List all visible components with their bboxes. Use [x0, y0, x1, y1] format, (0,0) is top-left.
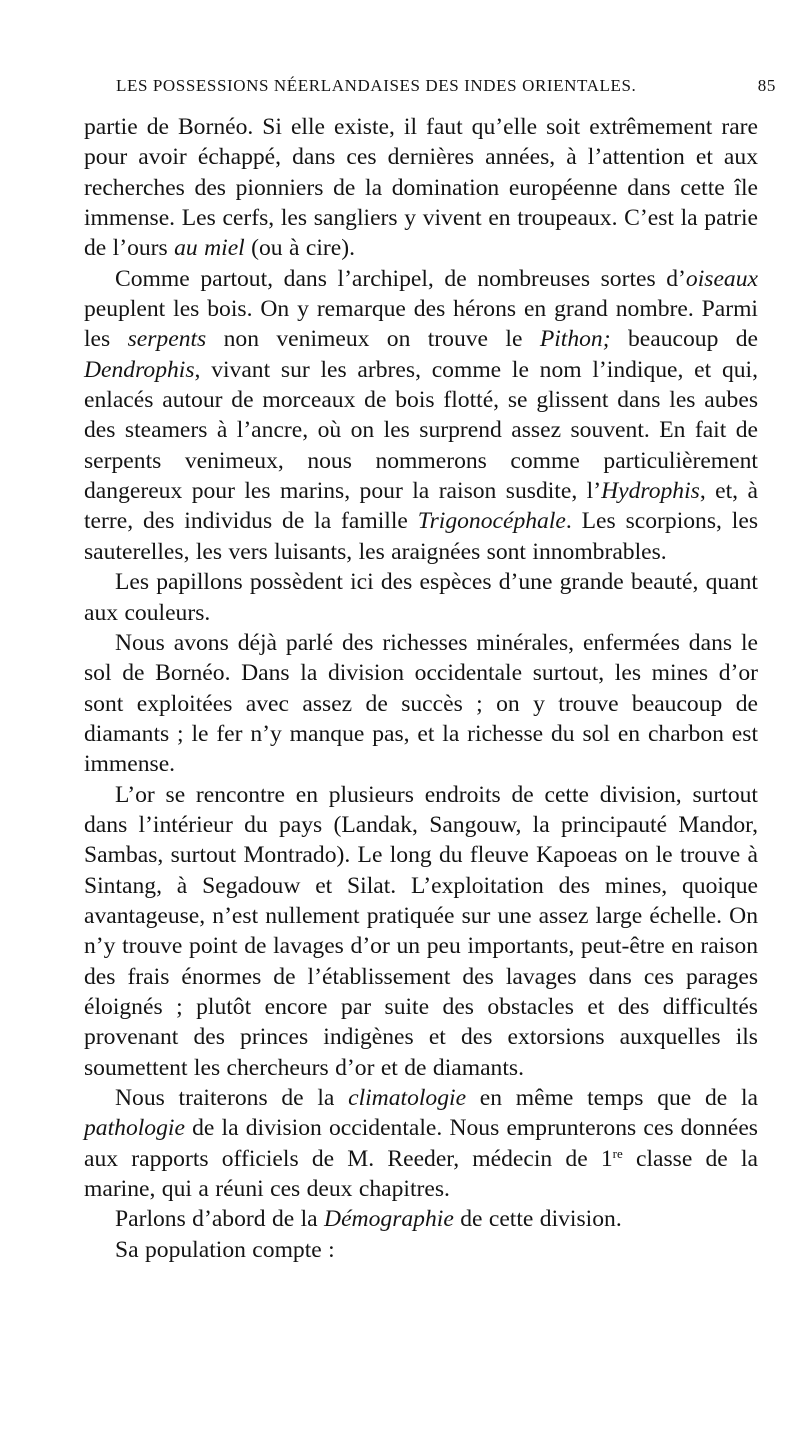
running-title: LES POSSESSIONS NÉERLANDAISES DES INDES ORIENTALES.	[116, 76, 637, 95]
paragraph	[84, 780, 758, 1083]
text-run: classe de la marine, qui a réuni ces deux chapitres.	[84, 1145, 758, 1203]
text-run: Sa population compte :	[115, 1236, 335, 1263]
paragraph	[84, 628, 758, 780]
text-run: Les papillons possèdent ici des espèces d’une grande beauté, quant aux couleurs.	[84, 569, 758, 626]
text-run: en même temps que de la	[466, 1085, 758, 1111]
text-run: . Les scorpions, les sauterelles, les vers luisants, les araignées sont innombrables.	[84, 508, 759, 565]
italic-term: Démographie	[324, 1206, 454, 1233]
paragraph	[84, 112, 758, 264]
text-run: non venimeux on trouve le	[206, 326, 540, 353]
italic-term: Trigonocéphale	[417, 508, 566, 535]
italic-term: climatologie	[348, 1085, 467, 1111]
paragraph	[84, 1083, 758, 1204]
body-text	[84, 112, 758, 1265]
italic-term: oiseaux	[685, 265, 758, 292]
text-run: de la division occidentale. Nous emprunterons ces données aux rapports officiels de M. Reeder, médecin de 1	[84, 1115, 758, 1172]
text-run: L’or se rencontre en plusieurs endroits de cette division, surtout dans l’intérieur du pays (Landak, Sangouw, la principauté Mandor, Sambas, surtout Montrado). Le long du fleuve Kapoeas on le trouve à Sintang, à Segadouw et Silat. L’exploitation des mines, quoique avantageuse, n’est nullement pratiquée sur une assez large échelle. On n’y trouve point de lavages d’or un peu importants, peut-être en raison des frais énormes de l’établissement des lavages dans ces parages éloignés ; plutôt encore par suite des obstacles et des difficultés provenant des princes indigènes et des extorsions auxquelles ils soumettent les chercheurs d’or et de diamants.	[84, 781, 758, 1081]
text-run: de cette division.	[453, 1206, 622, 1233]
page-number: 85	[757, 76, 776, 95]
italic-term: pathologie	[84, 1115, 185, 1142]
text-run: beaucoup de	[610, 326, 759, 353]
text-run: , vivant sur les arbres, comme le nom l’indique, et qui, enlacés autour de morceaux de bois flotté, se glissent dans les aubes des steamers à l’ancre, où on les surprend assez souvent. En fait de serpents venimeux, nous nommerons comme particulièrement dangereux pour les marins, pour la raison susdite, l’	[84, 356, 758, 505]
paragraph	[84, 567, 758, 628]
paragraph	[84, 1235, 758, 1265]
text-run: Comme partout, dans l’archipel, de nombreuses sortes d’	[115, 265, 686, 292]
text-run: , et, à terre, des individus de la famille	[84, 478, 758, 535]
italic-term: au miel	[174, 235, 245, 262]
text-run: Parlons d’abord de la	[115, 1206, 325, 1233]
text-run: peuplent les bois. On y remarque des hérons en grand nombre. Parmi les	[84, 296, 758, 353]
paragraph	[84, 1204, 758, 1234]
text-run: (ou à cire).	[244, 235, 355, 262]
italic-term: Dendrophis	[84, 356, 195, 383]
text-run: partie de Bornéo. Si elle existe, il faut qu’elle soit extrêmement rare pour avoir échappé, dans ces dernières années, à l’attention et aux recherches des pionniers de la domination européenne dans cette île immense. Les cerfs, les sangliers y vivent en troupeaux. C’est la patrie de l’ours	[84, 114, 758, 262]
superscript: re	[612, 1145, 623, 1161]
text-run: Nous avons déjà parlé des richesses minérales, enfermées dans le sol de Bornéo. Dans la division occidentale surtout, les mines d’or sont exploitées avec assez de succès ; on y trouve beaucoup de diamants ; le fer n’y manque pas, et la richesse du sol en charbon est immense.	[84, 629, 758, 778]
italic-term: Hydrophis	[601, 478, 700, 505]
paragraph	[84, 264, 758, 567]
text-run: Nous traiterons de la	[115, 1085, 349, 1111]
italic-term: Pithon;	[539, 326, 611, 353]
italic-term: serpents	[127, 326, 207, 353]
